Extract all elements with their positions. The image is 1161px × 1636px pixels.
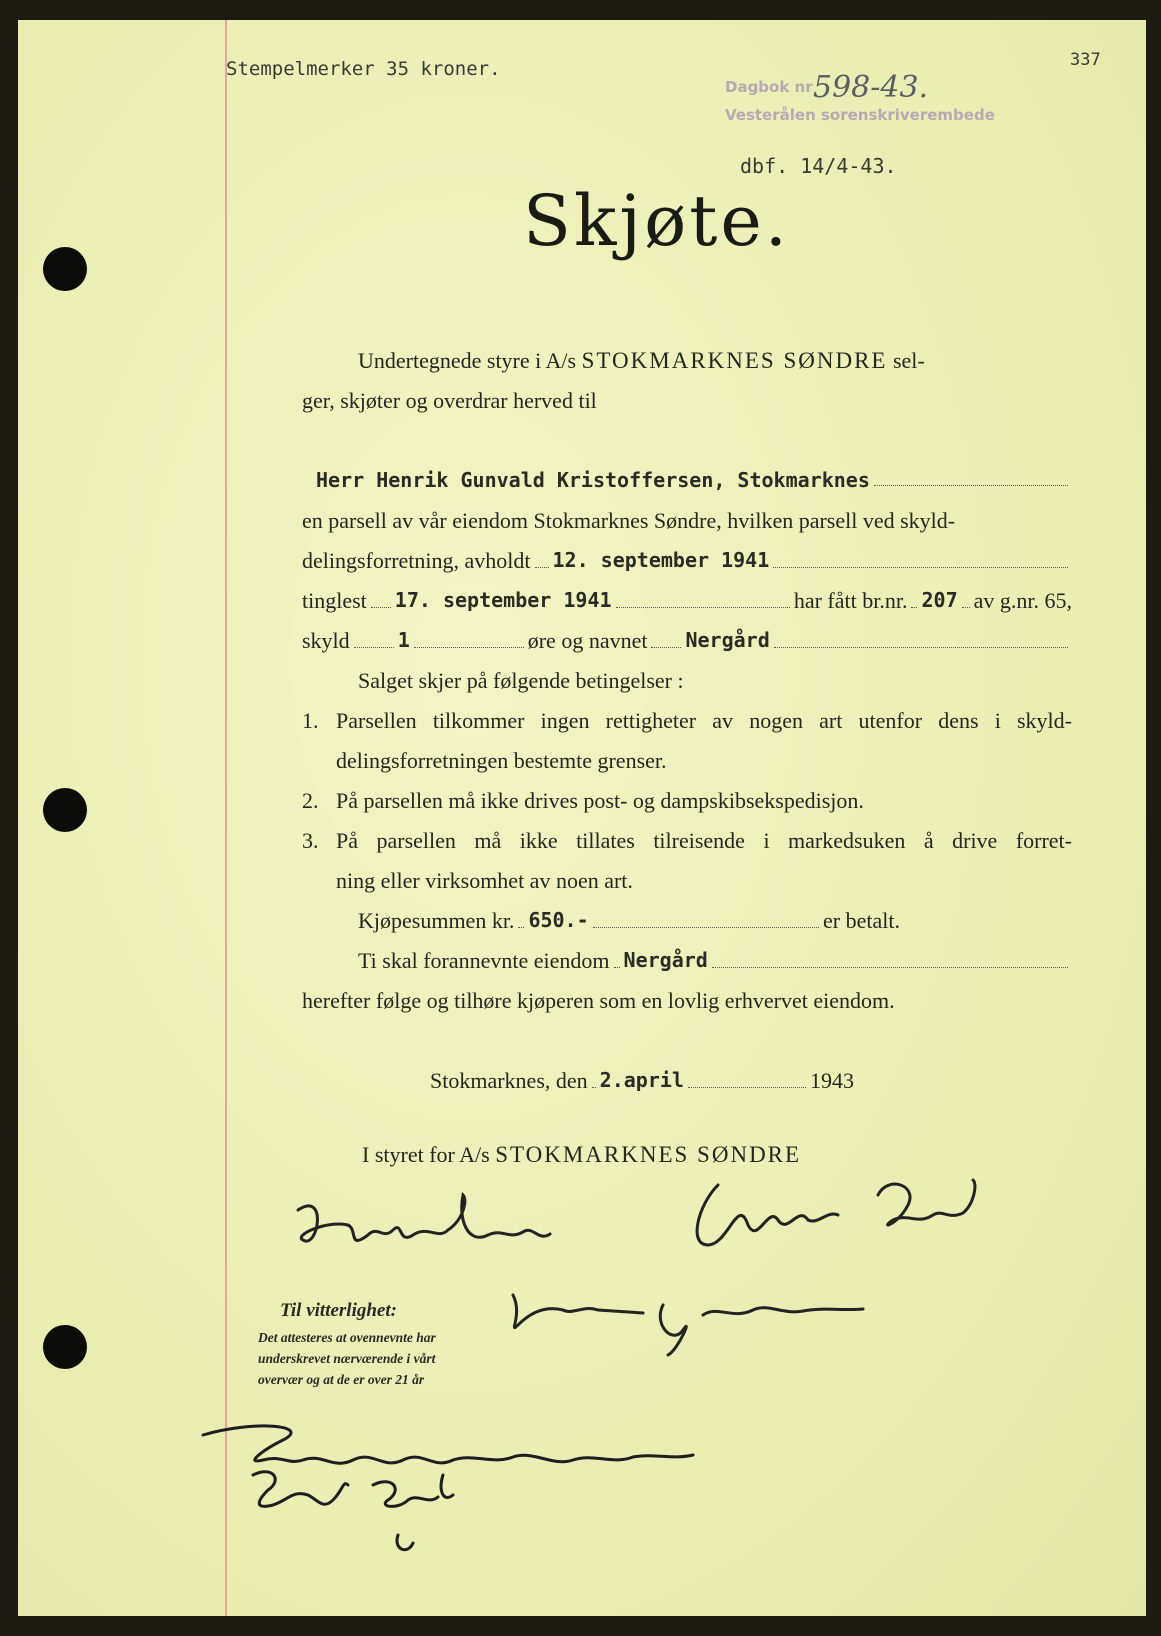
stamp-duty-note: Stempelmerker 35 kroner. [226,58,501,80]
condition-3-number: 3. [302,828,319,853]
witness-text-2: underskrevet nærværende i vårt [258,1351,436,1366]
punch-hole [43,788,87,832]
skylddeling-date: 12. september 1941 [552,548,770,572]
punch-hole [43,247,87,291]
signature-board-member [503,1275,883,1365]
condition-3-line-1: På parsellen må ikke tillates tilreisende i markedsuken å drive forret- [336,828,1072,853]
dagbok-stamp-label: Dagbok nr [725,78,813,96]
condition-2-number: 2. [302,788,319,813]
parcel-line-4: skyld 1 øre og navnet Nergård [302,628,1072,654]
transfer-line-1: Ti skal forannevnte eiendom Nergård [358,948,1072,974]
signature-witnesses [193,1415,713,1575]
condition-3-line-2: ning eller virksomhet av noen art. [336,868,633,893]
document-page [18,20,1146,1616]
conditions-heading: Salget skjer på følgende betingelser : [358,668,684,693]
buyer-name: Herr Henrik Gunvald Kristoffersen, Stokmarknes [316,468,870,492]
signing-date: 2.april [599,1068,684,1092]
place-date-line: Stokmarknes, den 2.april 1943 [430,1068,854,1093]
property-name: Nergård [685,628,770,652]
price-line: Kjøpesummen kr. 650.- er betalt. [358,908,900,933]
skyld-value: 1 [397,628,410,652]
court-office-stamp: Vesterålen sorenskriverembede [725,106,995,124]
parcel-line-2: delingsforretning, avholdt 12. september 1941 [302,548,1072,574]
witness-heading: Til vitterlighet: [280,1300,397,1321]
witness-text-1: Det attesteres at ovennevnte har [258,1330,436,1345]
signature-sigurd-lund [678,1165,998,1265]
condition-1-line-2: delingsforretningen bestemte grenser. [336,748,667,773]
board-line: I styret for A/s STOKMARKNES SØNDRE [362,1142,802,1167]
punch-hole [43,1325,87,1369]
intro-line-1: Undertegnede styre i A/s STOKMARKNES SØNDRE sel- [358,348,925,373]
parcel-line-1: en parsell av vår eiendom Stokmarknes Søndre, hvilken parsell ved skyld- [302,508,956,533]
buyer-line [302,468,1072,492]
page-number: 337 [1070,50,1101,70]
tinglest-date: 17. september 1941 [394,588,612,612]
transfer-property-name: Nergård [623,948,708,972]
dagbok-number: 598-43. [813,70,929,105]
margin-line [225,20,227,1616]
registration-date: dbf. 14/4-43. [740,154,897,178]
parcel-line-3: tinglest 17. september 1941 har fått br.nr. 207 av g.nr. 65, [302,588,1072,613]
condition-2-text: På parsellen må ikke drives post- og dampskibsekspedisjon. [336,788,864,813]
intro-line-2: ger, skjøter og overdrar herved til [302,388,597,413]
transfer-line-2: herefter følge og tilhøre kjøperen som en lovlig erhvervet eiendom. [302,988,895,1013]
witness-text-3: overvær og at de er over 21 år [258,1372,425,1387]
signature-einar-lund [288,1180,588,1270]
condition-1-number: 1. [302,708,319,733]
bruksnummer: 207 [921,588,958,612]
document-title: Skjøte. [523,180,791,262]
condition-1-line-1: Parsellen tilkommer ingen rettigheter av nogen art utenfor dens i skyld- [336,708,1072,733]
purchase-price: 650.- [528,908,589,932]
